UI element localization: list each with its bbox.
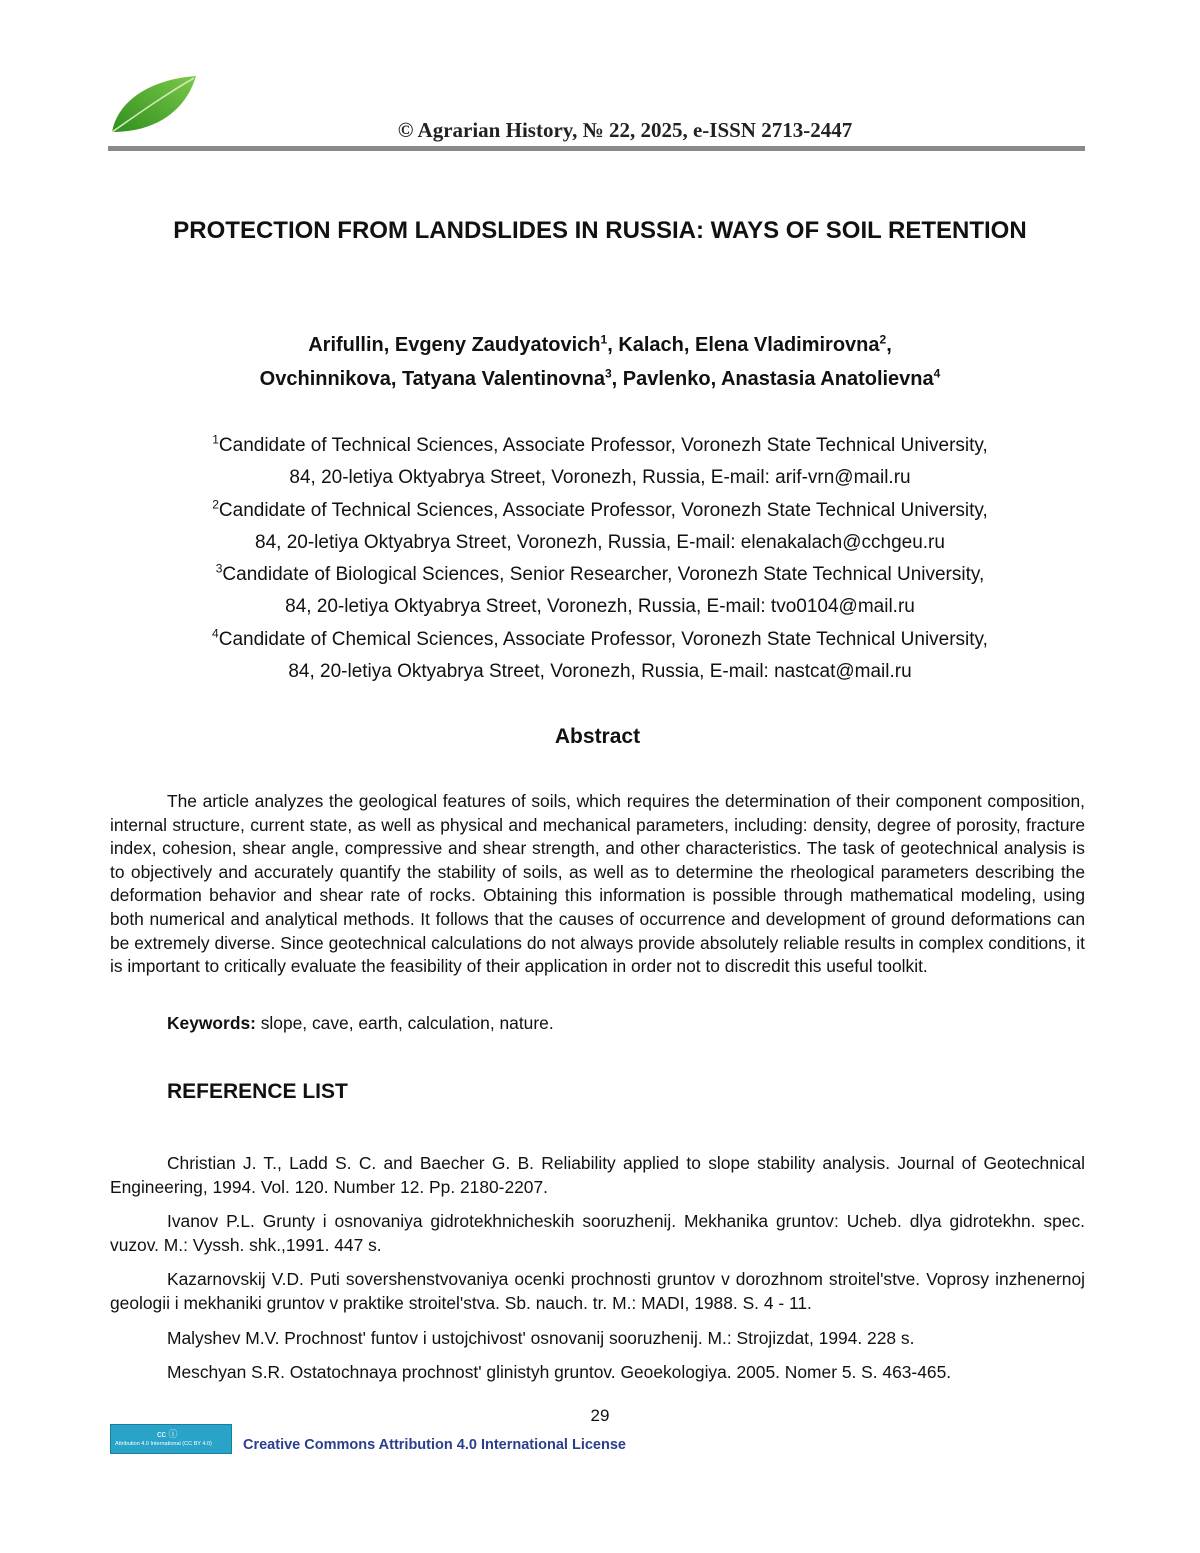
reference-heading: REFERENCE LIST xyxy=(167,1080,348,1103)
affiliation-line: 84, 20-letiya Oktyabrya Street, Voronezh, Russia, E-mail: arif-vrn@mail.ru xyxy=(289,467,911,489)
abstract-text: The article analyzes the geological features of soils, which requires the determination of their component composition, internal structure, current state, as well as physical and mechanical parameters, including: density, degree of porosity, fracture index, cohesion, shear angle, compressive and shear strength, and other characteristics. The task of geotechnical analysis is to objectively and accurately quantify the stability of soils, as well as to determine the rheological parameters describing the deformation behavior and shear rate of rocks. Obtaining this information is possible through mathematical modeling, using both numerical and analytical methods. It follows that the causes of occurrence and development of ground deformations can be extremely diverse. Since geotechnical calculations do not always provide absolutely reliable results in complex conditions, it is important to critically evaluate the feasibility of their application in order not to discredit this useful toolkit. xyxy=(110,791,1085,977)
author-sup: 1 xyxy=(600,332,608,347)
cc-icon: cc ⓘ xyxy=(157,1429,178,1439)
leaf-icon xyxy=(108,74,200,136)
cc-license-badge[interactable] xyxy=(110,1424,232,1454)
affiliation-line: 84, 20-letiya Oktyabrya Street, Voronezh, Russia, E-mail: nastcat@mail.ru xyxy=(288,661,912,683)
affiliation-line: 84, 20-letiya Oktyabrya Street, Voronezh, Russia, E-mail: elenakalach@cchgeu.ru xyxy=(255,531,945,553)
paper-title: PROTECTION FROM LANDSLIDES IN RUSSIA: WAYS OF SOIL RETENTION xyxy=(173,217,1027,244)
author-name: Kalach, Elena Vladimirovna xyxy=(618,334,880,356)
reference-item: Meschyan S.R. Ostatochnaya prochnost' glinistyh gruntov. Geoekologiya. 2005. Nomer 5. S. 463-465. xyxy=(167,1362,952,1383)
affiliation-line: $^2$Candidate of Technical Sciences, Associate Professor, Voronezh State Technical University, xyxy=(212,497,988,521)
affiliation-line: $^4$Candidate of Chemical Sciences, Associate Professor, Voronezh State Technical University, xyxy=(212,626,988,650)
author-sup: 3 xyxy=(604,366,612,381)
reference-item: Malyshev M.V. Prochnost' funtov i ustojchivost' osnovanij sooruzhenij. M.: Strojizdat, 1994. 228 s. xyxy=(167,1327,915,1348)
keywords-values: slope, cave, earth, calculation, nature. xyxy=(255,1013,554,1033)
author-sup: 2 xyxy=(879,332,887,347)
journal-header: © Agrarian History, № 22, 2025, e-ISSN 2713-2447 xyxy=(397,118,853,142)
reference-item: Kazarnovskij V.D. Puti sovershenstvovaniya ocenki prochnosti gruntov v dorozhnom stroitel'stve. Voprosy inzhenernoj geologii i mekhaniki gruntov v praktike stroitel'stva. Sb. nauch. tr. M.: MADI, 1988. S. 4 - 11. xyxy=(110,1269,1085,1313)
affiliation-line: $^1$Candidate of Technical Sciences, Associate Professor, Voronezh State Technical University, xyxy=(212,432,988,456)
abstract-heading: Abstract xyxy=(554,725,641,748)
author-list: Arifullin, Evgeny Zaudyatovich$^1$, Kalach, Elena Vladimirovna$^2$, Ovchinnikova, Tatyana Valentinovna$^3$, Pavlenko, Anastasia Anatolievna$^4$ xyxy=(259,332,941,390)
author-sup: 4 xyxy=(933,366,941,381)
author-name: Ovchinnikova, Tatyana Valentinovna xyxy=(259,368,605,390)
header-divider xyxy=(108,146,1085,151)
keywords-label: Keywords: xyxy=(167,1013,256,1033)
reference-item: Ivanov P.L. Grunty i osnovaniya gidrotekhnicheskih sooruzhenij. Mekhanika gruntov: Ucheb. dlya gidrotekhn. spec. vuzov. M.: Vyssh. shk.,1991. 447 s. xyxy=(110,1211,1085,1255)
page-number: 29 xyxy=(590,1406,610,1425)
author-name: Pavlenko, Anastasia Anatolievna xyxy=(622,368,934,390)
keywords xyxy=(167,1013,554,1034)
badge-text: Attribution 4.0 International (CC BY 4.0) xyxy=(115,1441,212,1447)
affiliation-line: 84, 20-letiya Oktyabrya Street, Voronezh, Russia, E-mail: tvo0104@mail.ru xyxy=(285,596,915,618)
affiliation-list xyxy=(110,430,1090,688)
reference-list xyxy=(110,1152,1085,1396)
license-link[interactable]: Creative Commons Attribution 4.0 International License xyxy=(243,1437,626,1453)
reference-item: Christian J. T., Ladd S. C. and Baecher G. B. Reliability applied to slope stability analysis. Journal of Geotechnical Engineering, 1994. Vol. 120. Number 12. Pp. 2180-2207. xyxy=(110,1153,1085,1197)
affiliation-line: $^3$Candidate of Biological Sciences, Senior Researcher, Voronezh State Technical University, xyxy=(215,561,985,586)
author-name: Arifullin, Evgeny Zaudyatovich xyxy=(308,334,601,356)
